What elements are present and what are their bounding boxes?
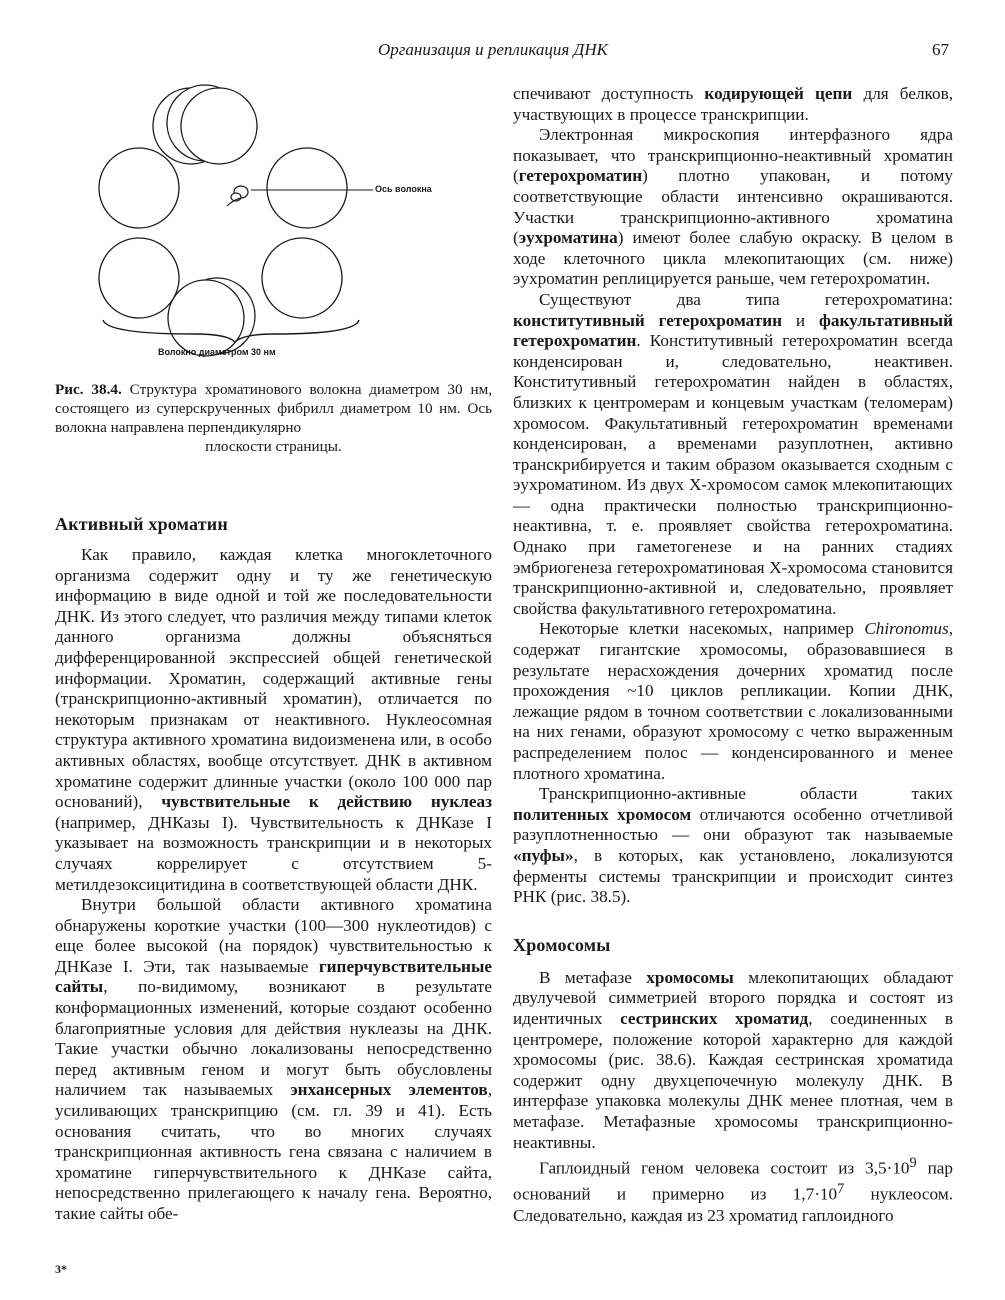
text-run: млекопитающих обладают двулучевой симметрией второго порядка и состоят из идентичных xyxy=(513,967,953,1028)
page-number: 67 xyxy=(932,40,949,59)
section-heading-chromosomes: Хромосомы xyxy=(513,934,611,955)
text-run: , содержат гигантские хромосомы, образовавшиеся в результате нерасхождения дочерних хроматид после прохождения ~10 циклов репликации. Копии ДНК, лежащие рядом в точном соответствии с локализованными на них генами, образуют хромосому с четко выраженным распределением полос — конденсированного и менее плотного хроматина. xyxy=(513,619,953,783)
nucleosome-circle xyxy=(181,88,257,164)
text-run: Транскрипционно-активные области таких xyxy=(539,784,953,804)
exponent: 7 xyxy=(837,1181,845,1198)
left-column xyxy=(55,80,492,1225)
section-heading-active-chromatin: Активный хроматин xyxy=(55,514,228,534)
nucleosome-circle xyxy=(99,238,179,318)
nucleosome-circle xyxy=(99,148,179,228)
text-run: , усиливающих транскрипцию (см. гл. 39 и 41). Есть основания считать, что во многих случаях транскрипционная активность гена связана с наличием в хроматине гиперчувствительного к ДНКазе сайта, непосредственно прилегающего к началу гена. Вероятно, такие сайты обе- xyxy=(55,1080,492,1223)
caption-last-line: плоскости страницы. xyxy=(205,438,342,455)
signature-mark: 3* xyxy=(55,1262,67,1276)
term: сестринских хроматид xyxy=(620,1008,809,1028)
text-run: , соединенных в центромере, положение которой характерно для каждой хромосомы (рис. 38.6). Каждая сестринская хроматида содержит одну двухцепочечную молекулу ДНК. В интерфазе упаковка молекулы ДНК менее плотная, чем в метафазе. Метафазные хромосомы транскрипционно-неактивны. xyxy=(513,1008,953,1152)
fiber-diameter-label: Волокно диаметром 30 нм xyxy=(158,347,276,357)
term: гетерохроматин xyxy=(518,166,643,186)
text-run: . Конститутивный гетерохроматин всегда конденсирован и, следовательно, неактивен. Конститутивный гетерохроматин найден в областях, близких к центромерам и концевым участкам (теломерам) хромосом. Факультативный гетерохроматин временами конденсирован, а временами разуплотнен, активно транскрибируется и таким образом оказывается сходным с эухроматином. Из двух X-хромосом самок млекопитающих — одна практически полностью транскрипционно-неактивна, т. е. проявляет свойства гетерохроматина. Однако при гаметогенезе и на ранних стадиях эмбриогенеза гетерохроматиновая X-хромосома становится транскрипционно-активной и, следовательно, проявляет свойства факультативного гетерохроматина. xyxy=(513,331,953,618)
species-name: Chironomus xyxy=(864,619,949,639)
term: чувствительные к действию нуклеаз xyxy=(161,792,492,812)
term: политенных хромосом xyxy=(513,804,692,824)
paragraph xyxy=(513,125,953,290)
text-run: отличаются особенно отчетливой разуплотненностью — они образуют так называемые xyxy=(513,804,953,845)
text-run: Электронная микроскопия интерфазного ядра показывает, что транскрипционно-неактивный хроматин ( xyxy=(513,125,953,186)
caption-text: Структура хроматинового волокна диаметром 30 нм, состоящего из суперскрученных фибрилл диаметром 10 нм. Ось волокна направлена перпендикулярно xyxy=(55,381,492,436)
running-title: Организация и репликация ДНК xyxy=(378,40,608,59)
figure-38-4 xyxy=(55,80,492,370)
paragraph xyxy=(55,895,492,1225)
term: энхансерных элементов xyxy=(290,1080,488,1100)
text-run: Гаплоидный геном человека состоит из 3,5·10 xyxy=(539,1158,910,1178)
text-run: и xyxy=(782,310,819,330)
text-run: , в которых, как установлено, локализуются ферменты системы транскрипции и происходит синтез РНК (рис. 38.5). xyxy=(513,845,953,907)
term: «пуфы» xyxy=(513,845,574,865)
text-run: для белков, участвующих в процессе транскрипции. xyxy=(513,84,954,124)
paragraph xyxy=(513,84,953,125)
nucleosome-circle xyxy=(168,280,244,356)
exponent: 9 xyxy=(909,1155,917,1172)
caption-label: Рис. 38.4. xyxy=(55,381,122,398)
text-run: Некоторые клетки насекомых, например xyxy=(539,619,865,639)
text-run: нуклеосом. Следовательно, каждая из 23 хроматид гаплоидного xyxy=(513,1185,953,1225)
paragraph xyxy=(513,968,953,1153)
text-run: Как правило, каждая клетка многоклеточного организма содержит одну и ту же генетическую информацию в виде одной и той же последовательности ДНК. Из этого следует, что различия между типами клеток данного организма должны объясняться дифференцированной экспрессией общей генетической информации. Хроматин, содержащий активные гены (транскрипционно-активный хроматин), отличается по некоторым признакам от неактивного. Нуклеосомная структура активного хроматина видоизменена или, в особо активных областях, вообще отсутствует. ДНК в активном хроматине содержит длинные участки (около 100 000 пар оснований), xyxy=(55,545,492,812)
term: факультативный гетерохроматин xyxy=(513,310,953,351)
text-run: спечивают доступность xyxy=(513,84,705,103)
text-run: ) плотно упакован, и потому соответствующие области интенсивно окрашиваются. Участки транскрипционно-активного хроматина ( xyxy=(513,166,953,248)
paragraph xyxy=(513,1153,953,1226)
text-run: ) имеют более слабую окраску. В целом в ходе клеточного цикла млекопитающих (см. ниже) эухроматин реплицируется раньше, чем гетерохроматин. xyxy=(513,228,953,289)
nucleosome-circle xyxy=(267,148,347,228)
chromatin-fiber-diagram xyxy=(55,80,492,370)
right-column xyxy=(513,84,953,1226)
fiber-axis-marker xyxy=(227,186,248,206)
term: конститутивный гетерохроматин xyxy=(513,310,783,330)
running-head xyxy=(0,40,1005,62)
text-run: , по-видимому, возникают в результате конформационных изменений, которые создают особенно благоприятные условия для действия нуклеазы на ДНК. Такие участки обычно локализованы непосредственно перед активным геном и могут быть обусловлены наличием так называемых xyxy=(55,977,492,1100)
text-run: пар оснований и примерно из 1,7·10 xyxy=(513,1158,954,1205)
term: эухроматина xyxy=(518,228,618,248)
term: гиперчувствительные сайты xyxy=(55,956,492,997)
paragraph xyxy=(513,619,953,784)
paragraph xyxy=(513,784,953,908)
paragraph xyxy=(55,545,492,895)
axis-label: Ось волокна xyxy=(375,184,432,194)
text-run: В метафазе xyxy=(539,967,647,987)
term: хромосомы xyxy=(646,967,734,987)
term: кодирующей цепи xyxy=(704,84,853,103)
nucleosome-circle xyxy=(262,238,342,318)
figure-caption xyxy=(55,380,492,456)
text-run: Внутри большой области активного хроматина обнаружены короткие участки (100—300 нуклеотидов) с еще более высокой (на порядок) чувствительностью к ДНКазе I. Эти, так называемые xyxy=(55,895,492,976)
text-run: (например, ДНКазы I). Чувствительность к ДНКазе I указывает на возможность транскрипции и в некоторых случаях коррелирует с отсутствием 5-метилдезоксицитидина в соответствующей области ДНК. xyxy=(55,812,492,894)
paragraph xyxy=(513,290,953,620)
text-run: Существуют два типа гетерохроматина: xyxy=(539,289,953,309)
